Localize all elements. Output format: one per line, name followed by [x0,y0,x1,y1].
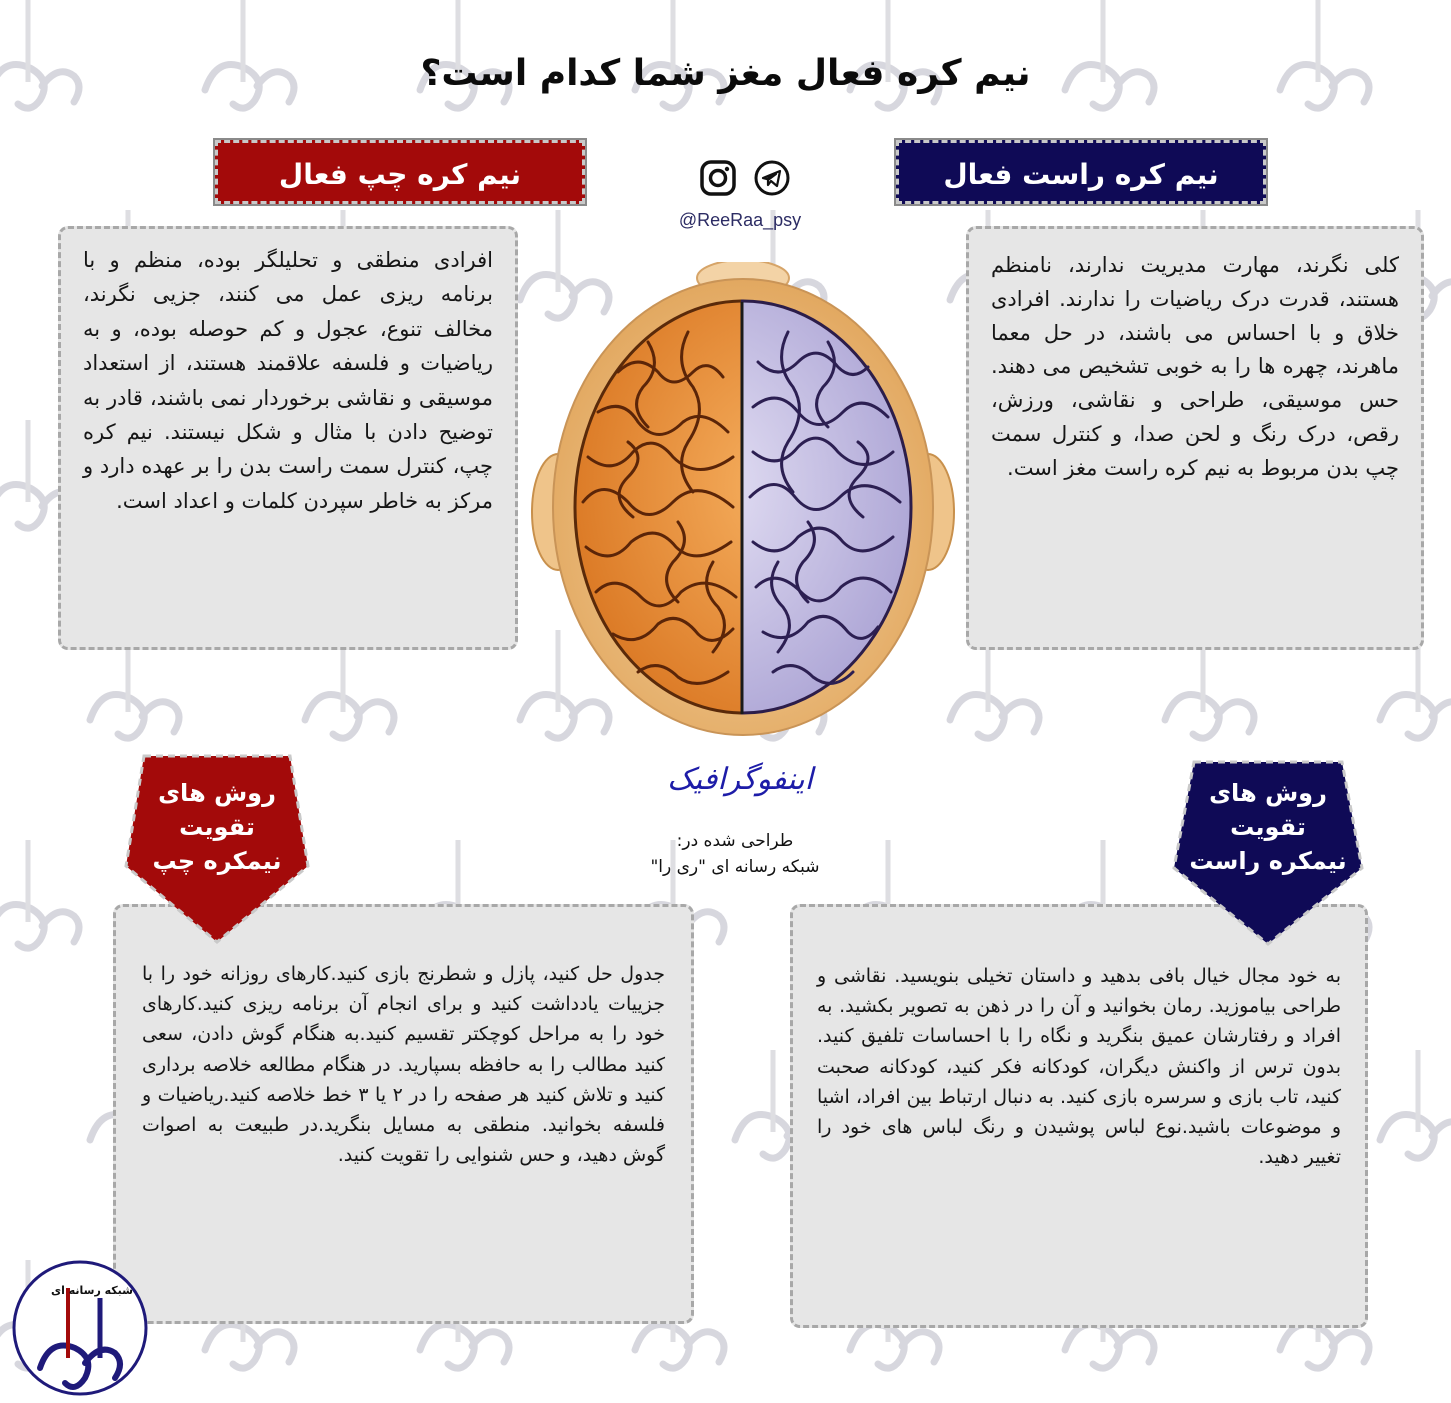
brain-illustration [528,262,958,736]
social-links [686,158,806,202]
left-tips-label-3: نیمکره چپ [152,847,282,875]
instagram-handle[interactable]: @ReeRaa_psy [678,210,802,230]
right-hemisphere-description [966,226,1424,650]
right-tips-label-3: نیمکره راست [1189,847,1347,875]
left-hemisphere-description [58,226,518,650]
right-tips-badge [1170,756,1366,948]
infographic-brand: اینفوگرافیک [667,762,813,797]
left-tips-text: جدول حل کنید، پازل و شطرنج بازی کنید.کارهای روزانه خود را با جزییات یادداشت کنید و برای انجام آن برنامه ریزی کنید.کارهای خود را به مراحل کوچکتر تقسیم کنید.به هنگام گوش دادن، سعی کنید مطالب را به حافظه بسپارید. در هنگام مطالعه خلاصه برداری کنید و تلاش کنید هر صفحه را در ۲ یا ۳ خط خلاصه کنید.ریاضیات و فلسفه بخوانید. منطقی به مسایل بنگرید.در طبیعت به اصوات گوش دهید، و حس شنوایی را تقویت کنید. [142,963,666,1167]
designed-by-line-1: طراحی شده در: [676,831,794,851]
right-hemisphere-title: نیم کره راست فعال [896,140,1266,204]
designed-by [610,828,860,880]
left-tips-box [113,904,694,1324]
logo-caption: شبکه رسانه ای [51,1284,133,1297]
instagram-icon[interactable] [698,158,738,198]
reeraa-logo [10,1258,150,1398]
right-tips-box [790,904,1368,1328]
left-hemisphere-text: افرادی منطقی و تحلیلگر بوده، منظم و با برنامه ریزی عمل می کنند، جزیی نگرند، مخالف تنوع، عجول و کم حوصله بوده، و به ریاضیات و فلسفه علاقمند هستند، از استعداد موسیقی و نقاشی برخوردار نمی باشند، قادر به توضیح دادن با مثال و شکل نیستند. نیم کره چپ، کنترل سمت راست بدن را بر عهده دارد و مرکز به خاطر سپردن کلمات و اعداد است. [83,248,493,513]
right-hemisphere-text: کلی نگرند، مهارت مدیریت ندارند، نامنظم هستند، قدرت درک ریاضیات را ندارند. افرادی خلاق و با احساس می باشند، در حل معما ماهرند، چهره ها را به خوبی تشخیص می دهند. حس موسیقی، طراحی و نقاشی، ورزش، رقص، درک رنگ و لحن صدا، و کنترل سمت چپ بدن مربوط به نیم کره راست مغز است. [991,253,1399,480]
watermark-mark [1360,1040,1451,1170]
right-tips-text: به خود مجال خیال بافی بدهید و داستان تخیلی بنویسید. نقاشی و طراحی بیاموزید. رمان بخوانید و آن را در ذهن به تصویر بکشید. به افراد و رفتارشان عمیق بنگرید و نگاه را با احساسات تلفیق کنید. بدون ترس از واکنش دیگران، کودکانه فکر کنید، کودکانه صحبت کنید، تاب بازی و سرسره بازی کنید. به دنبال ارتباط بین افراد، اشیا و موضوعات باشید.نوع لباس پوشیدن و رنگ لباس های خود را تغییر دهید. [817,965,1341,1169]
designed-by-line-2: شبکه رسانه ای "ری را" [650,857,820,877]
left-tips-label-2: تقویت [179,813,255,841]
left-hemisphere-title: نیم کره چپ فعال [215,140,585,204]
telegram-icon[interactable] [752,158,792,198]
left-tips-badge [122,750,312,946]
right-tips-label-2: تقویت [1230,813,1306,841]
page-title: نیم کره فعال مغز شما کدام است؟ [420,53,1031,94]
watermark-mark [0,830,100,960]
right-tips-label-1: روش های [1209,779,1327,807]
left-tips-label-1: روش های [158,779,276,807]
